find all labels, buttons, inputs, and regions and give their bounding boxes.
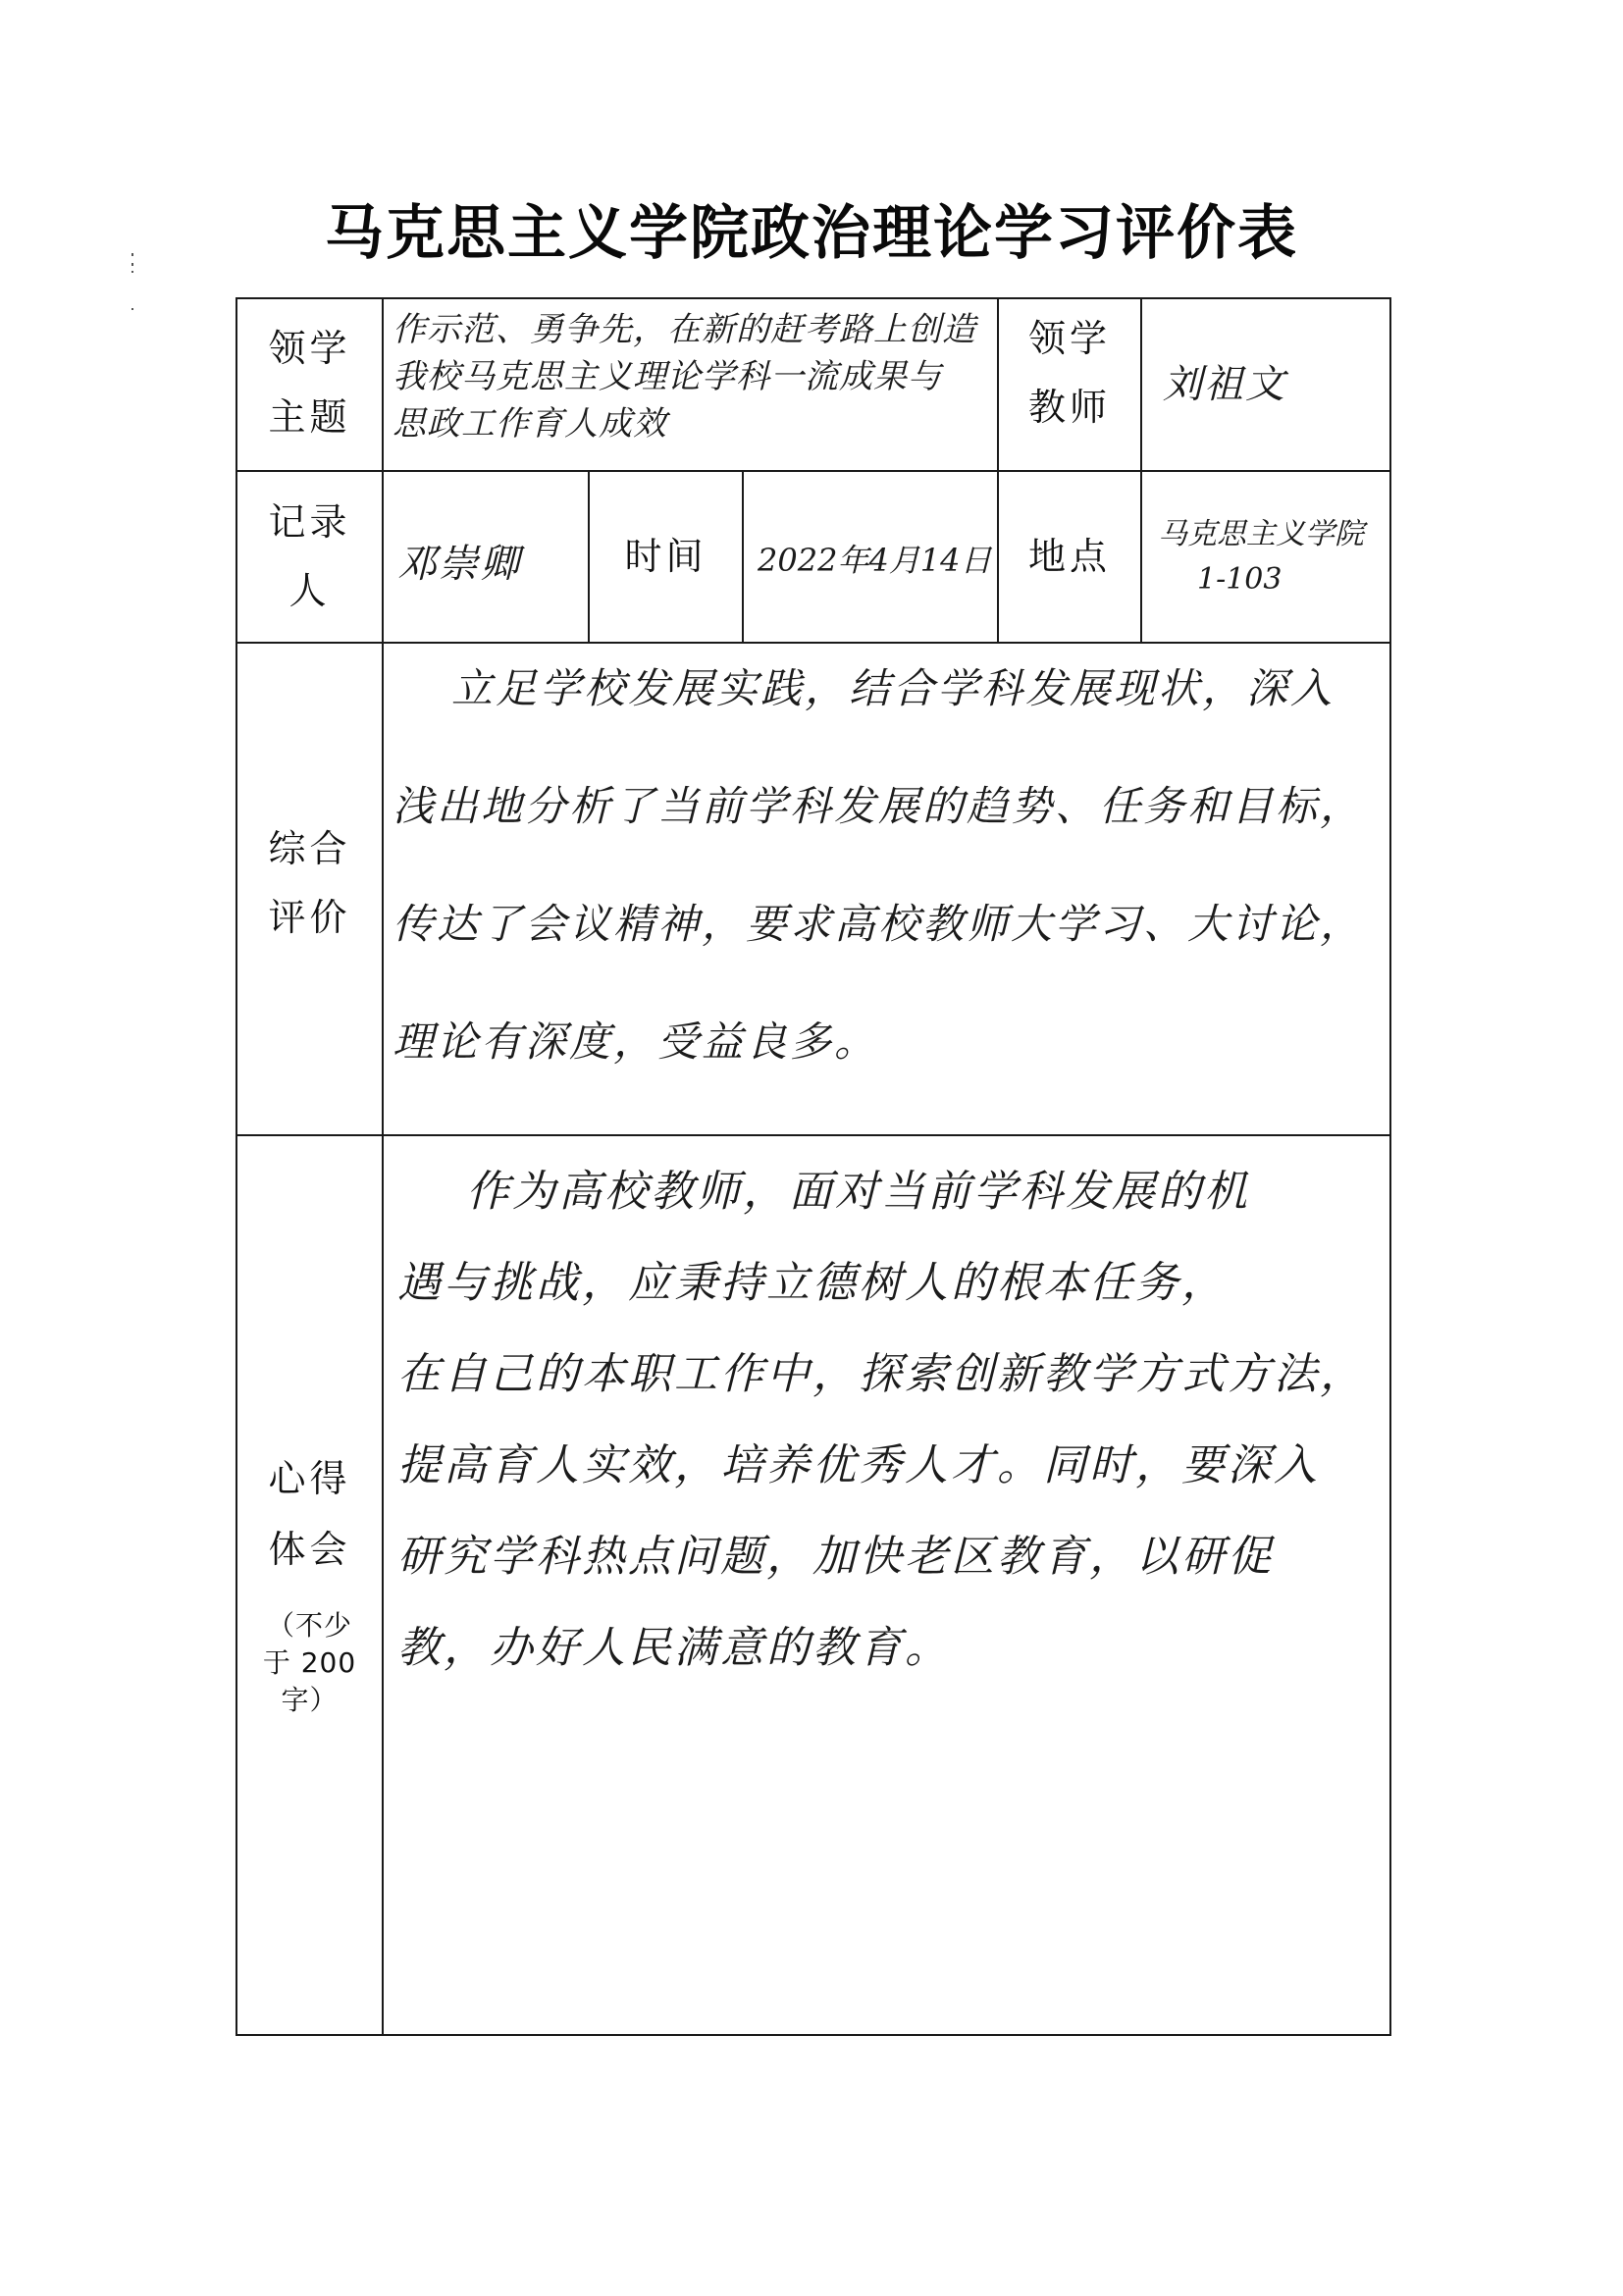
review-value-line1: 立足学校发展实践，结合学科发展现状，深入: [451, 664, 1335, 712]
reflection-value: [397, 1146, 1388, 1694]
leader-label-line2: 教师: [1027, 386, 1111, 429]
review-value-line2: 浅出地分析了当前学科发展的趋势、任务和目标，: [393, 782, 1365, 830]
review-value: [393, 630, 1386, 1101]
review-value-line3: 传达了会议精神，要求高校教师大学习、大讨论，: [393, 900, 1365, 948]
reflection-value-line1: 作为高校教师，面对当前学科发展的机: [466, 1167, 1250, 1217]
topic-value-line1: 作示范、勇争先，在新的赶考路上创造: [393, 310, 976, 349]
reflection-value-line3: 在自己的本职工作中，探索创新教学方式方法，: [397, 1349, 1366, 1399]
topic-value: [393, 306, 993, 447]
leader-label: [999, 304, 1140, 442]
row-divider-3: [236, 1134, 1391, 1136]
reflection-note: [237, 1607, 382, 1719]
topic-label-line2: 主题: [268, 395, 351, 439]
reflection-label: [237, 1444, 382, 1584]
reflection-value-line2: 遇与挑战，应秉持立德树人的根本任务，: [397, 1258, 1228, 1308]
time-value-divider: [742, 470, 744, 642]
leader-value: 刘祖文: [1163, 362, 1286, 407]
recorder-label-line2: 人: [288, 569, 331, 612]
reflection-label-line1: 心得: [268, 1457, 351, 1500]
reflection-note-line3: 字）: [281, 1684, 339, 1716]
recorder-label-line1: 记录: [268, 500, 351, 544]
recorder-value: 邓崇卿: [397, 542, 521, 587]
topic-value-line2: 我校马克思主义理论学科一流成果与: [393, 357, 942, 396]
reflection-value-line4: 提高育人实效，培养优秀人才。同时，要深入: [397, 1440, 1320, 1490]
scan-specks: [130, 253, 137, 312]
reflection-value-line6: 教，办好人民满意的教育。: [397, 1623, 951, 1673]
review-label-line1: 综合: [268, 827, 351, 870]
review-label-line2: 评价: [268, 896, 351, 939]
row-divider-1: [236, 470, 1391, 472]
place-value-line1: 马克思主义学院: [1158, 517, 1364, 551]
topic-label-line1: 领学: [268, 327, 351, 370]
time-value: 2022年4月14日: [758, 542, 992, 579]
reflection-value-line5: 研究学科热点问题，加快老区教育，以研促: [397, 1532, 1274, 1582]
recorder-label: [237, 488, 382, 625]
leader-label-line1: 领学: [1027, 317, 1111, 360]
time-label: 时间: [624, 535, 707, 578]
reflection-label-line2: 体会: [268, 1528, 351, 1571]
page-title: 马克思主义学院政治理论学习评价表: [325, 199, 1298, 268]
place-value: [1158, 512, 1389, 602]
review-label: [237, 814, 382, 952]
reflection-note-line1: （不少: [266, 1609, 352, 1642]
topic-value-line3: 思政工作育人成效: [393, 404, 667, 444]
reflection-note-line2: 于 200: [262, 1646, 357, 1679]
place-label: 地点: [1027, 535, 1111, 578]
leader-value-divider: [1140, 297, 1142, 642]
place-value-line2: 1-103: [1197, 562, 1283, 597]
topic-label: [237, 314, 382, 451]
label-column-divider: [382, 297, 384, 2036]
review-value-line4: 理论有深度，受益良多。: [393, 1018, 879, 1066]
